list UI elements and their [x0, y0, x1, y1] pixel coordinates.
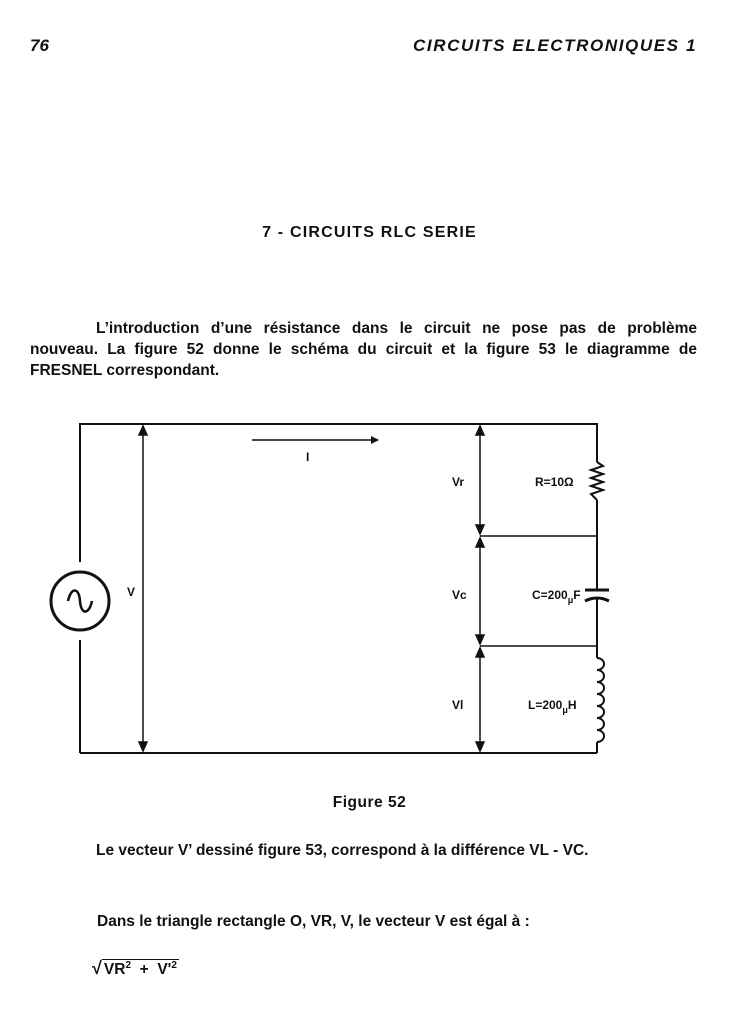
formula: [92, 958, 179, 979]
inductor-voltage-label: Vl: [452, 698, 464, 712]
resistor-label: R=10Ω: [535, 475, 574, 489]
formula-exponent-2: 2: [171, 959, 177, 971]
formula-operator: +: [139, 961, 149, 978]
running-title: CIRCUITS ELECTRONIQUES 1: [413, 36, 697, 55]
inductor-label: $L=200_\mu H$: [528, 698, 577, 715]
resistor-zigzag: [591, 462, 603, 500]
source-voltage-label: V: [127, 585, 136, 599]
formula-term-vr: VR: [103, 961, 126, 978]
current-label: I: [306, 450, 310, 464]
intro-paragraph: [30, 318, 697, 381]
vector-paragraph-text: Le vecteur V’ dessiné figure 53, correspond à la différence VL - VC.: [96, 842, 589, 859]
section-title: 7 - CIRCUITS RLC SERIE: [262, 224, 477, 241]
formula-term-vprime: V': [157, 961, 172, 978]
capacitor-voltage-label: Vc: [452, 588, 467, 602]
figure-caption: Figure 52: [332, 794, 407, 811]
page-number: 76: [30, 36, 49, 55]
square-root-sign: √: [92, 958, 102, 978]
intro-paragraph-text: L’introduction d’une résistance dans le circuit ne pose pas de problème nouveau. La figure 52 donne le schéma du circuit et la figure 53 le diagramme de FRESNEL correspondant.: [30, 320, 697, 379]
rlc-circuit-diagram: [0, 400, 739, 780]
formula-radicand: [102, 959, 179, 978]
circuit-wire-left: [80, 424, 597, 562]
triangle-sentence: Dans le triangle rectangle O, VR, V, le vecteur V est égal à :: [97, 913, 530, 930]
vector-paragraph: [30, 840, 694, 861]
inductor-coil: [597, 658, 604, 742]
capacitor-label: $C=200_\mu F$: [532, 588, 581, 605]
resistor-voltage-label: Vr: [452, 475, 465, 489]
formula-exponent-1: 2: [125, 959, 131, 971]
